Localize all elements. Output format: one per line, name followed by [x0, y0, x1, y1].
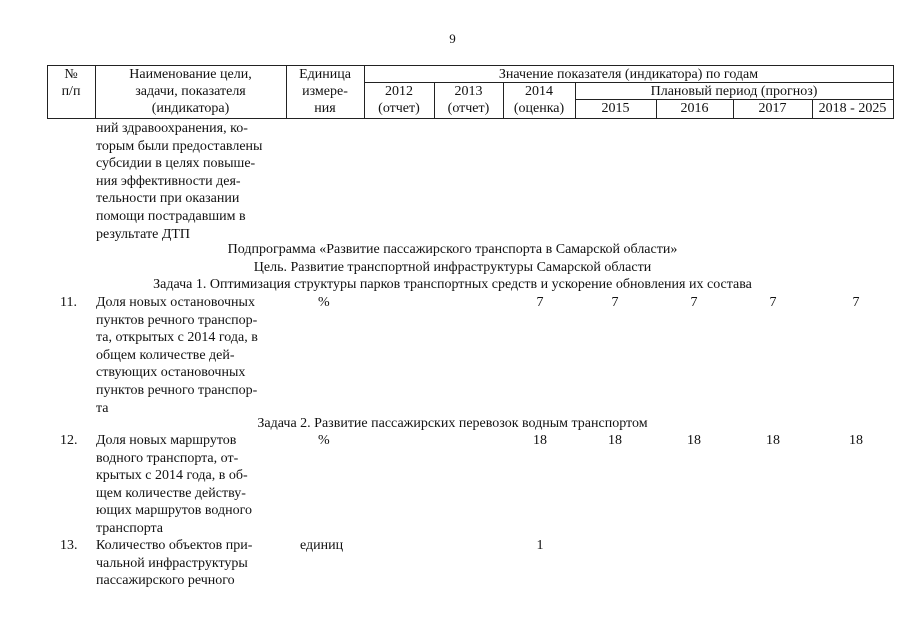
header-year-2012: 2012: [385, 84, 413, 99]
row-value-2015: 7: [611, 295, 619, 310]
row-name-line: пассажирского речного: [96, 573, 235, 589]
header-name-line2: задачи, показателя: [135, 84, 246, 99]
goal-title: Цель. Развитие транспортной инфраструктуры Самарской области: [253, 260, 652, 275]
row-number: 12.: [60, 433, 78, 448]
header-values-title: Значение показателя (индикатора) по годам: [498, 67, 759, 82]
page-number: 9: [449, 31, 456, 46]
header-unit-line3: ния: [314, 101, 336, 116]
row-unit: %: [318, 433, 330, 448]
header-year-2013-note: (отчет): [447, 101, 490, 116]
row-value-2018-2025: 18: [849, 433, 863, 448]
row-name-line: Доля новых остановочных: [96, 295, 255, 310]
continuation-line: торым были предоставлены: [96, 138, 263, 154]
header-year-2013: 2013: [454, 84, 483, 99]
header-year-2017: 2017: [758, 101, 787, 116]
row-name-line: пунктов речного транспор-: [96, 312, 258, 328]
row-name-line: общем количестве дей-: [96, 347, 235, 363]
row-name-line: та, открытых с 2014 года, в: [96, 330, 258, 346]
row-value-2014: 18: [533, 433, 547, 448]
row-unit: %: [318, 295, 330, 310]
continuation-line: помощи пострадавшим в: [96, 209, 246, 224]
header-num-line2: п/п: [61, 84, 81, 99]
row-value-2016: 18: [687, 433, 701, 448]
row-name-line: транспорта: [96, 521, 164, 536]
continuation-line: результате ДТП: [96, 226, 191, 242]
row-name-line: чальной инфраструктуры: [96, 555, 248, 571]
continuation-line: ний здравоохранения, ко-: [96, 121, 248, 136]
row-value-2016: 7: [690, 295, 698, 310]
header-unit-line1: Единица: [299, 67, 351, 82]
header-planned-title: Плановый период (прогноз): [650, 84, 818, 99]
row-value-2017: 7: [769, 295, 777, 310]
continuation-line: субсидии в целях повыше-: [96, 156, 256, 172]
header-year-2014: 2014: [525, 84, 553, 99]
row-name-line: пунктов речного транспор-: [96, 383, 258, 398]
header-name-line1: Наименование цели,: [129, 67, 252, 82]
task1-title: Задача 1. Оптимизация структуры парков транспортных средств и ускорение обновления их состава: [153, 277, 752, 292]
header-year-2012-note: (отчет): [378, 101, 420, 116]
row-name-line: Доля новых маршрутов: [96, 433, 237, 448]
task2-title: Задача 2. Развитие пассажирских перевозок водным транспортом: [257, 416, 648, 431]
continuation-line: тельности при оказании: [96, 191, 240, 207]
header-num-line1: №: [64, 67, 78, 82]
continuation-line: ния эффективности дея-: [96, 173, 241, 189]
header-unit-line2: измере-: [302, 84, 348, 99]
header-year-2016: 2016: [680, 101, 709, 116]
row-number: 13.: [60, 538, 78, 553]
header-year-2018-2025: 2018 - 2025: [818, 101, 887, 116]
row-name-line: Количество объектов при-: [96, 538, 253, 553]
header-year-2014-note: (оценка): [513, 101, 565, 116]
row-value-2014: 7: [536, 295, 544, 310]
row-name-line: крытых с 2014 года, в об-: [96, 468, 248, 484]
header-year-2015: 2015: [601, 101, 630, 116]
row-name-line: та: [96, 400, 109, 416]
row-name-line: водного транспорта, от-: [96, 450, 239, 466]
row-number: 11.: [60, 295, 77, 310]
header-border-right: [893, 65, 894, 119]
row-name-line: щем количестве действу-: [96, 485, 246, 501]
row-value-2015: 18: [608, 433, 622, 448]
header-name-line3: (индикатора): [151, 101, 230, 116]
row-unit: единиц: [300, 538, 344, 553]
header-bottom-border: [47, 118, 893, 119]
row-name-line: ствующих остановочных: [96, 365, 246, 381]
subprogram-title: Подпрограмма «Развитие пассажирского транспорта в Самарской области»: [227, 242, 678, 257]
row-value-2018-2025: 7: [852, 295, 860, 310]
row-value-2017: 18: [766, 433, 780, 448]
row-value-2014: 1: [536, 538, 544, 553]
row-name-line: ющих маршрутов водного: [96, 503, 252, 519]
